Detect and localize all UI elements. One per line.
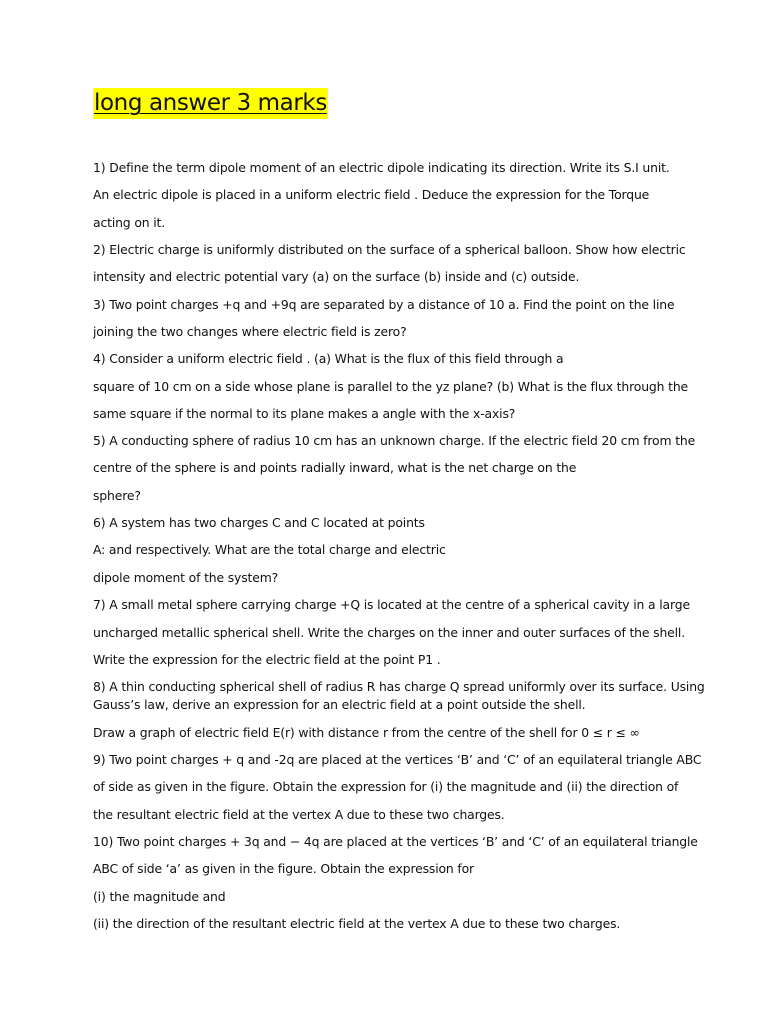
text-line: An electric dipole is placed in a uniform electric field . Deduce the expression for the Torque (93, 187, 650, 202)
text-line: 10) Two point charges + 3q and − 4q are placed at the vertices ‘B’ and ‘C’ of an equilateral triangle (93, 834, 698, 849)
text-line: intensity and electric potential vary (a) on the surface (b) inside and (c) outside. (93, 269, 580, 284)
text-line: A: and respectively. What are the total charge and electric (93, 542, 446, 557)
text-line: (i) the magnitude and (93, 889, 226, 904)
text-line: joining the two changes where electric field is zero? (93, 324, 407, 339)
text-line: Write the expression for the electric field at the point P1 . (93, 652, 441, 667)
text-line: dipole moment of the system? (93, 570, 279, 585)
text-line: 2) Electric charge is uniformly distributed on the surface of a spherical balloon. Show how electric (93, 242, 686, 257)
text-line: 4) Consider a uniform electric field . (a) What is the flux of this field through a (93, 351, 564, 366)
text-line: acting on it. (93, 215, 166, 230)
text-line: (ii) the direction of the resultant electric field at the vertex A due to these two charges. (93, 916, 621, 931)
text-line: Draw a graph of electric field E(r) with distance r from the centre of the shell for 0 ≤ r ≤ ∞ (93, 725, 640, 740)
text-line: 6) A system has two charges C and C located at points (93, 515, 425, 530)
text-line: Gauss’s law, derive an expression for an electric field at a point outside the shell. (93, 697, 586, 712)
text-line: 1) Define the term dipole moment of an electric dipole indicating its direction. Write its S.I unit. (93, 160, 670, 175)
text-line: 7) A small metal sphere carrying charge +Q is located at the centre of a spherical cavity in a large (93, 597, 690, 612)
text-line: centre of the sphere is and points radially inward, what is the net charge on the (93, 460, 577, 475)
text-line: uncharged metallic spherical shell. Write the charges on the inner and outer surfaces of the shell. (93, 625, 686, 640)
text-line: 5) A conducting sphere of radius 10 cm has an unknown charge. If the electric field 20 cm from the (93, 433, 696, 448)
text-line: square of 10 cm on a side whose plane is parallel to the yz plane? (b) What is the flux through the (93, 379, 688, 394)
text-line: 8) A thin conducting spherical shell of radius R has charge Q spread uniformly over its surface. Using (93, 679, 705, 694)
text-line: 9) Two point charges + q and -2q are placed at the vertices ‘B’ and ‘C’ of an equilateral triangle ABC (93, 752, 702, 767)
text-line: sphere? (93, 488, 141, 503)
page-heading: long answer 3 marks (93, 88, 328, 119)
text-line: same square if the normal to its plane makes a angle with the x-axis? (93, 406, 516, 421)
text-line: ABC of side ‘a’ as given in the figure. Obtain the expression for (93, 861, 474, 876)
text-line: the resultant electric field at the vertex A due to these two charges. (93, 807, 505, 822)
text-line: of side as given in the figure. Obtain the expression for (i) the magnitude and (ii) the direction of (93, 779, 679, 794)
text-line: 3) Two point charges +q and +9q are separated by a distance of 10 a. Find the point on the line (93, 297, 675, 312)
